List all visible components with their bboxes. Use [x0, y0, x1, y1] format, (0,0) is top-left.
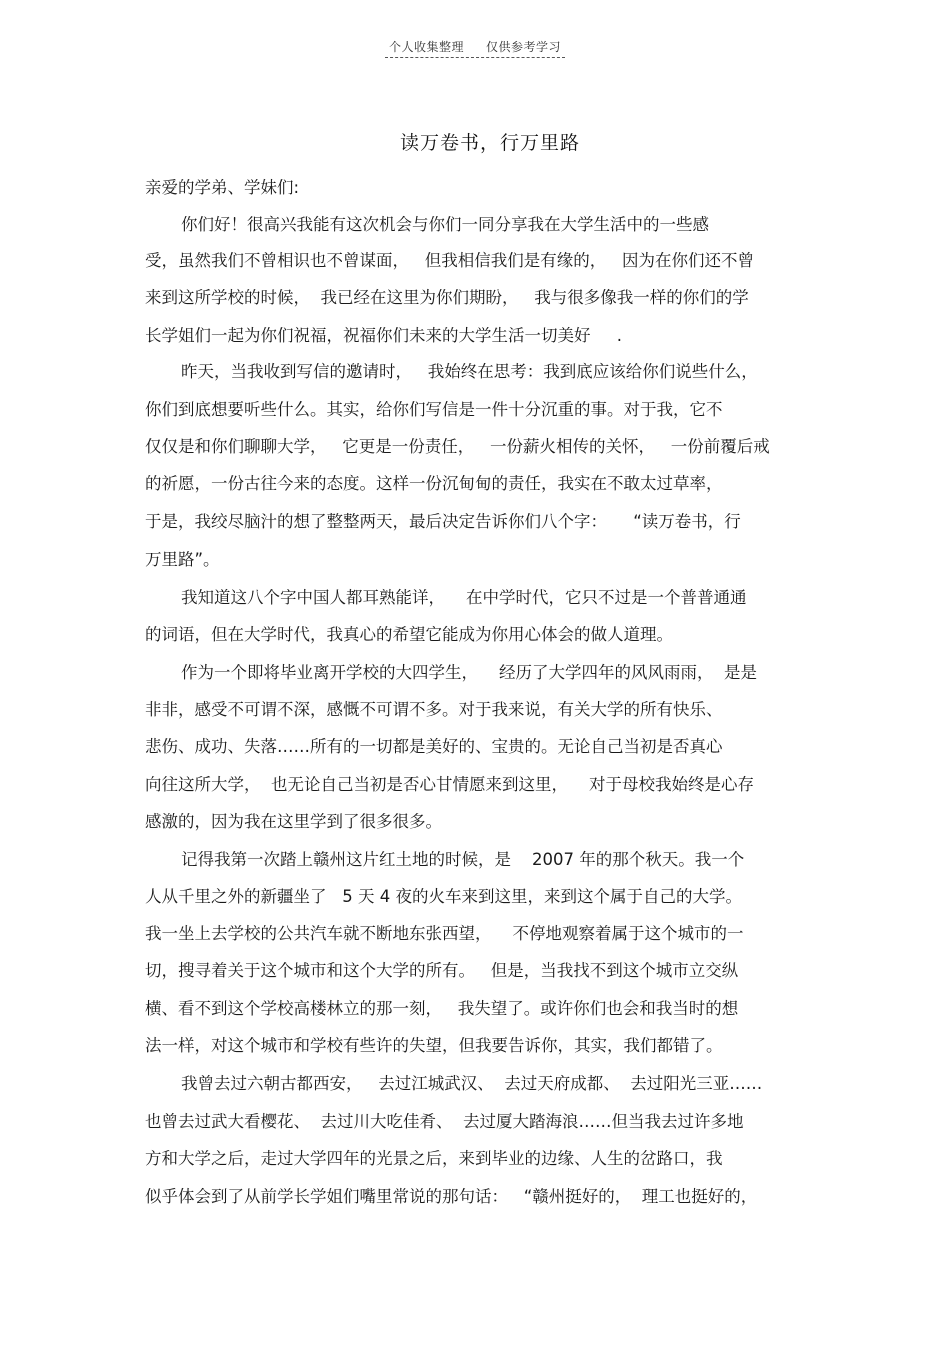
body-line: 向往这所大学， 也无论自己当初是否心甘情愿来到这里， 对于母校我始终是心存: [145, 775, 754, 794]
body-line: 我知道这八个字中国人都耳熟能详， 在中学时代，它只不过是一个普普通通: [181, 588, 747, 607]
body-line: 切，搜寻着关于这个城市和这个大学的所有。 但是，当我找不到这个城市立交纵: [145, 961, 739, 980]
body-line: 仅仅是和你们聊聊大学， 它更是一份责任， 一份薪火相传的关怀， 一份前覆后戒: [145, 437, 770, 456]
document-title: 读万卷书，行万里路: [399, 132, 580, 154]
body-line: 我曾去过六朝古都西安， 去过江城武汉、 去过天府成都、 去过阳光三亚……: [181, 1074, 763, 1093]
header-left-text: 个人收集整理: [388, 40, 464, 54]
body-line: 受，虽然我们不曾相识也不曾谋面， 但我相信我们是有缘的， 因为在你们还不曾: [145, 251, 754, 270]
page-header: [0, 38, 950, 58]
body-line: 万里路”。: [145, 550, 220, 569]
body-line: 你们到底想要听些什么。其实，给你们写信是一件十分沉重的事。对于我，它不: [145, 400, 723, 419]
salutation: 亲爱的学弟、学妹们:: [145, 178, 300, 197]
header-right-text: 仅供参考学习: [486, 40, 562, 54]
body-line: 的词语，但在大学时代，我真心的希望它能成为你用心体会的做人道理。: [145, 625, 673, 644]
body-line: 作为一个即将毕业离开学校的大四学生， 经历了大学四年的风风雨雨， 是是: [181, 663, 757, 682]
body-line: 来到这所学校的时候， 我已经在这里为你们期盼， 我与很多像我一样的你们的学: [145, 288, 749, 307]
body-line: 记得我第一次踏上赣州这片红土地的时候，是 2007 年的那个秋天。我一个: [181, 850, 745, 869]
body-line: 你们好！很高兴我能有这次机会与你们一同分享我在大学生活中的一些感: [181, 215, 709, 234]
header-underline: [385, 38, 565, 58]
body-line: 法一样，对这个城市和学校有些许的失望，但我要告诉你，其实，我们都错了。: [145, 1036, 723, 1055]
body-line: 的祈愿，一份古往今来的态度。这样一份沉甸甸的责任，我实在不敢太过草率，: [145, 474, 723, 493]
body-line: 悲伤、成功、失落……所有的一切都是美好的、宝贵的。无论自己当初是否真心: [145, 737, 723, 756]
body-line: 人从千里之外的新疆坐了 5 天 4 夜的火车来到这里，来到这个属于自己的大学。: [145, 887, 742, 906]
body-line: 于是，我绞尽脑汁的想了整整两天，最后决定告诉你们八个字： “读万卷书，行: [145, 512, 741, 531]
body-line: 非非，感受不可谓不深，感慨不可谓不多。对于我来说，有关大学的所有快乐、: [145, 700, 723, 719]
body-line: 感激的，因为我在这里学到了很多很多。: [145, 812, 442, 831]
body-line: 横、看不到这个学校高楼林立的那一刻， 我失望了。或许你们也会和我当时的想: [145, 999, 739, 1018]
body-line: 方和大学之后，走过大学四年的光景之后，来到毕业的边缘、人生的岔路口，我: [145, 1149, 723, 1168]
body-line: 长学姐们一起为你们祝福，祝福你们未来的大学生活一切美好 .: [145, 326, 622, 345]
body-line: 我一坐上去学校的公共汽车就不断地东张西望， 不停地观察着属于这个城市的一: [145, 924, 744, 943]
body-line: 似乎体会到了从前学长学姐们嘴里常说的那句话： “赣州挺好的， 理工也挺好的，: [145, 1187, 758, 1206]
body-line: 也曾去过武大看樱花、 去过川大吃佳肴、 去过厦大踏海浪……但当我去过许多地: [145, 1112, 744, 1131]
body-line: 昨天，当我收到写信的邀请时， 我始终在思考：我到底应该给你们说些什么，: [181, 362, 758, 381]
